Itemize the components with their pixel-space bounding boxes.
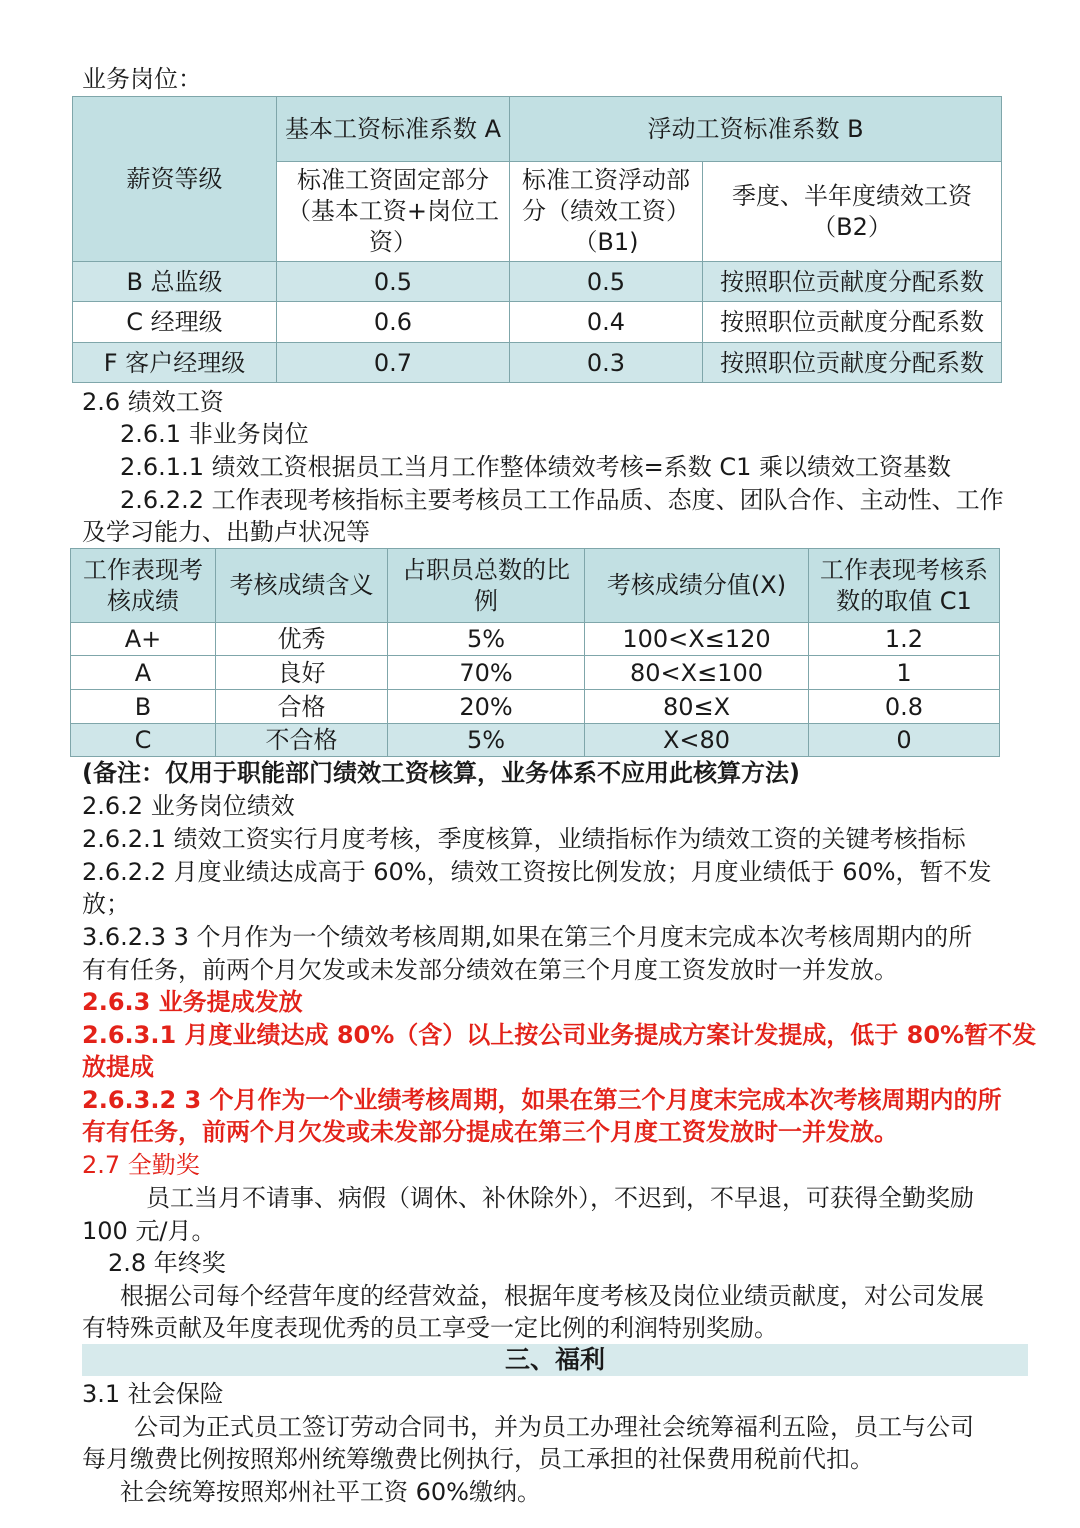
line-3-6-2-3-cont: 有有任务，前两个月欠发或未发部分绩效在第三个月度工资发放时一并发放。 (82, 956, 898, 984)
cell: 80≤X (585, 690, 809, 724)
table-row (73, 302, 1002, 343)
cell: 1.2 (809, 623, 1000, 656)
red-line-2-6-3-2: 2.6.3.2 3 个月作为一个业绩考核周期，如果在第三个月度末完成本次考核周期内的所 (82, 1086, 1002, 1114)
line-2-6-1: 2.6.1 非业务岗位 (120, 420, 309, 448)
cell-b2: 按照职位贡献度分配系数 (703, 302, 1002, 343)
line-2-6-2-1: 2.6.2.1 绩效工资实行月度考核，季度核算，业绩指标作为绩效工资的关键考核指标 (82, 825, 966, 853)
line-2-6-2-2-cont: 及学习能力、出勤卢状况等 (82, 518, 370, 546)
heading-3-1: 3.1 社会保险 (82, 1380, 224, 1408)
cell: C (71, 724, 216, 757)
cell: 0.8 (809, 690, 1000, 724)
line-2-6-2-2b: 2.6.2.2 月度业绩达成高于 60%，绩效工资按比例发放；月度业绩低于 60%，暂不发 (82, 858, 992, 886)
header-float-coef: 浮动工资标准系数 B (510, 97, 1002, 162)
table-row (71, 690, 1000, 724)
cell: 100<X≤120 (585, 623, 809, 656)
red-heading-2-6-3: 2.6.3 业务提成发放 (82, 988, 303, 1016)
line-2-7-body: 员工当月不请事、病假（调休、补休除外），不迟到，不早退，可获得全勤奖励 (146, 1184, 974, 1212)
line-2-7-cont: 100 元/月。 (82, 1217, 216, 1245)
cell: 1 (809, 656, 1000, 690)
subheader-b1: 标准工资浮动部分（绩效工资）（B1) (510, 162, 703, 262)
table-row (71, 623, 1000, 656)
header-meaning: 考核成绩含义 (216, 549, 388, 623)
cell: 5% (388, 623, 585, 656)
subheader-fixed: 标准工资固定部分（基本工资+岗位工资） (277, 162, 510, 262)
line-2-8-cont: 有特殊贡献及年度表现优秀的员工享受一定比例的利润特别奖励。 (82, 1314, 778, 1342)
header-ratio: 占职员总数的比例 (388, 549, 585, 623)
cell-a: 0.7 (277, 343, 510, 383)
header-grade: 薪资等级 (73, 97, 277, 262)
cell: 70% (388, 656, 585, 690)
cell: B (71, 690, 216, 724)
table-row (71, 656, 1000, 690)
cell-b2: 按照职位贡献度分配系数 (703, 262, 1002, 302)
section-heading-business: 业务岗位： (82, 65, 202, 93)
table-row (73, 343, 1002, 383)
line-2-6: 2.6 绩效工资 (82, 388, 224, 416)
line-3-1-body: 公司为正式员工签订劳动合同书，并为员工办理社会统筹福利五险，员工与公司 (134, 1413, 974, 1441)
cell-a: 0.5 (277, 262, 510, 302)
cell: 不合格 (216, 724, 388, 757)
line-3-1-last: 社会统筹按照郑州社平工资 60%缴纳。 (120, 1478, 541, 1506)
cell: A (71, 656, 216, 690)
heading-2-7: 2.7 全勤奖 (82, 1151, 200, 1179)
line-2-6-1-1: 2.6.1.1 绩效工资根据员工当月工作整体绩效考核=系数 C1 乘以绩效工资基数 (120, 453, 951, 481)
cell: 0 (809, 724, 1000, 757)
note-line: (备注：仅用于职能部门绩效工资核算，业务体系不应用此核算方法) (82, 759, 800, 787)
header-base-coef: 基本工资标准系数 A (277, 97, 510, 162)
heading-2-8: 2.8 年终奖 (108, 1249, 226, 1277)
salary-grade-table (72, 96, 1002, 383)
line-2-6-2: 2.6.2 业务岗位绩效 (82, 792, 295, 820)
line-3-6-2-3: 3.6.2.3 3 个月作为一个绩效考核周期,如果在第三个月度末完成本次考核周期内的所 (82, 923, 973, 951)
line-2-6-2-2b-cont: 放； (82, 890, 130, 918)
header-value: 考核成绩分值(X) (585, 549, 809, 623)
cell-b1: 0.3 (510, 343, 703, 383)
line-3-1-cont: 每月缴费比例按照郑州统筹缴费比例执行，员工承担的社保费用税前代扣。 (82, 1445, 874, 1473)
table-row (73, 262, 1002, 302)
cell-a: 0.6 (277, 302, 510, 343)
red-line-2-6-3-2-cont: 有有任务，前两个月欠发或未发部分提成在第三个月度工资发放时一并发放。 (82, 1118, 898, 1146)
red-line-2-6-3-1: 2.6.3.1 月度业绩达成 80%（含）以上按公司业务提成方案计发提成，低于 80%暂不发 (82, 1021, 1037, 1049)
performance-table (70, 548, 1000, 757)
cell-grade: B 总监级 (73, 262, 277, 302)
cell: A+ (71, 623, 216, 656)
line-2-6-2-2: 2.6.2.2 工作表现考核指标主要考核员工工作品质、态度、团队合作、主动性、工作 (120, 486, 1004, 514)
cell-grade: F 客户经理级 (73, 343, 277, 383)
section-banner-welfare: 三、福利 (82, 1344, 1028, 1376)
header-c1: 工作表现考核系数的取值 C1 (809, 549, 1000, 623)
header-score: 工作表现考核成绩 (71, 549, 216, 623)
cell-b1: 0.5 (510, 262, 703, 302)
cell-b2: 按照职位贡献度分配系数 (703, 343, 1002, 383)
red-line-2-6-3-1-cont: 放提成 (82, 1053, 154, 1081)
table-row (71, 724, 1000, 757)
cell: 优秀 (216, 623, 388, 656)
cell: 5% (388, 724, 585, 757)
cell: X<80 (585, 724, 809, 757)
cell-grade: C 经理级 (73, 302, 277, 343)
cell: 合格 (216, 690, 388, 724)
cell: 20% (388, 690, 585, 724)
line-2-8-body: 根据公司每个经营年度的经营效益，根据年度考核及岗位业绩贡献度，对公司发展 (120, 1282, 984, 1310)
cell-b1: 0.4 (510, 302, 703, 343)
cell: 良好 (216, 656, 388, 690)
cell: 80<X≤100 (585, 656, 809, 690)
subheader-b2: 季度、半年度绩效工资（B2） (703, 162, 1002, 262)
